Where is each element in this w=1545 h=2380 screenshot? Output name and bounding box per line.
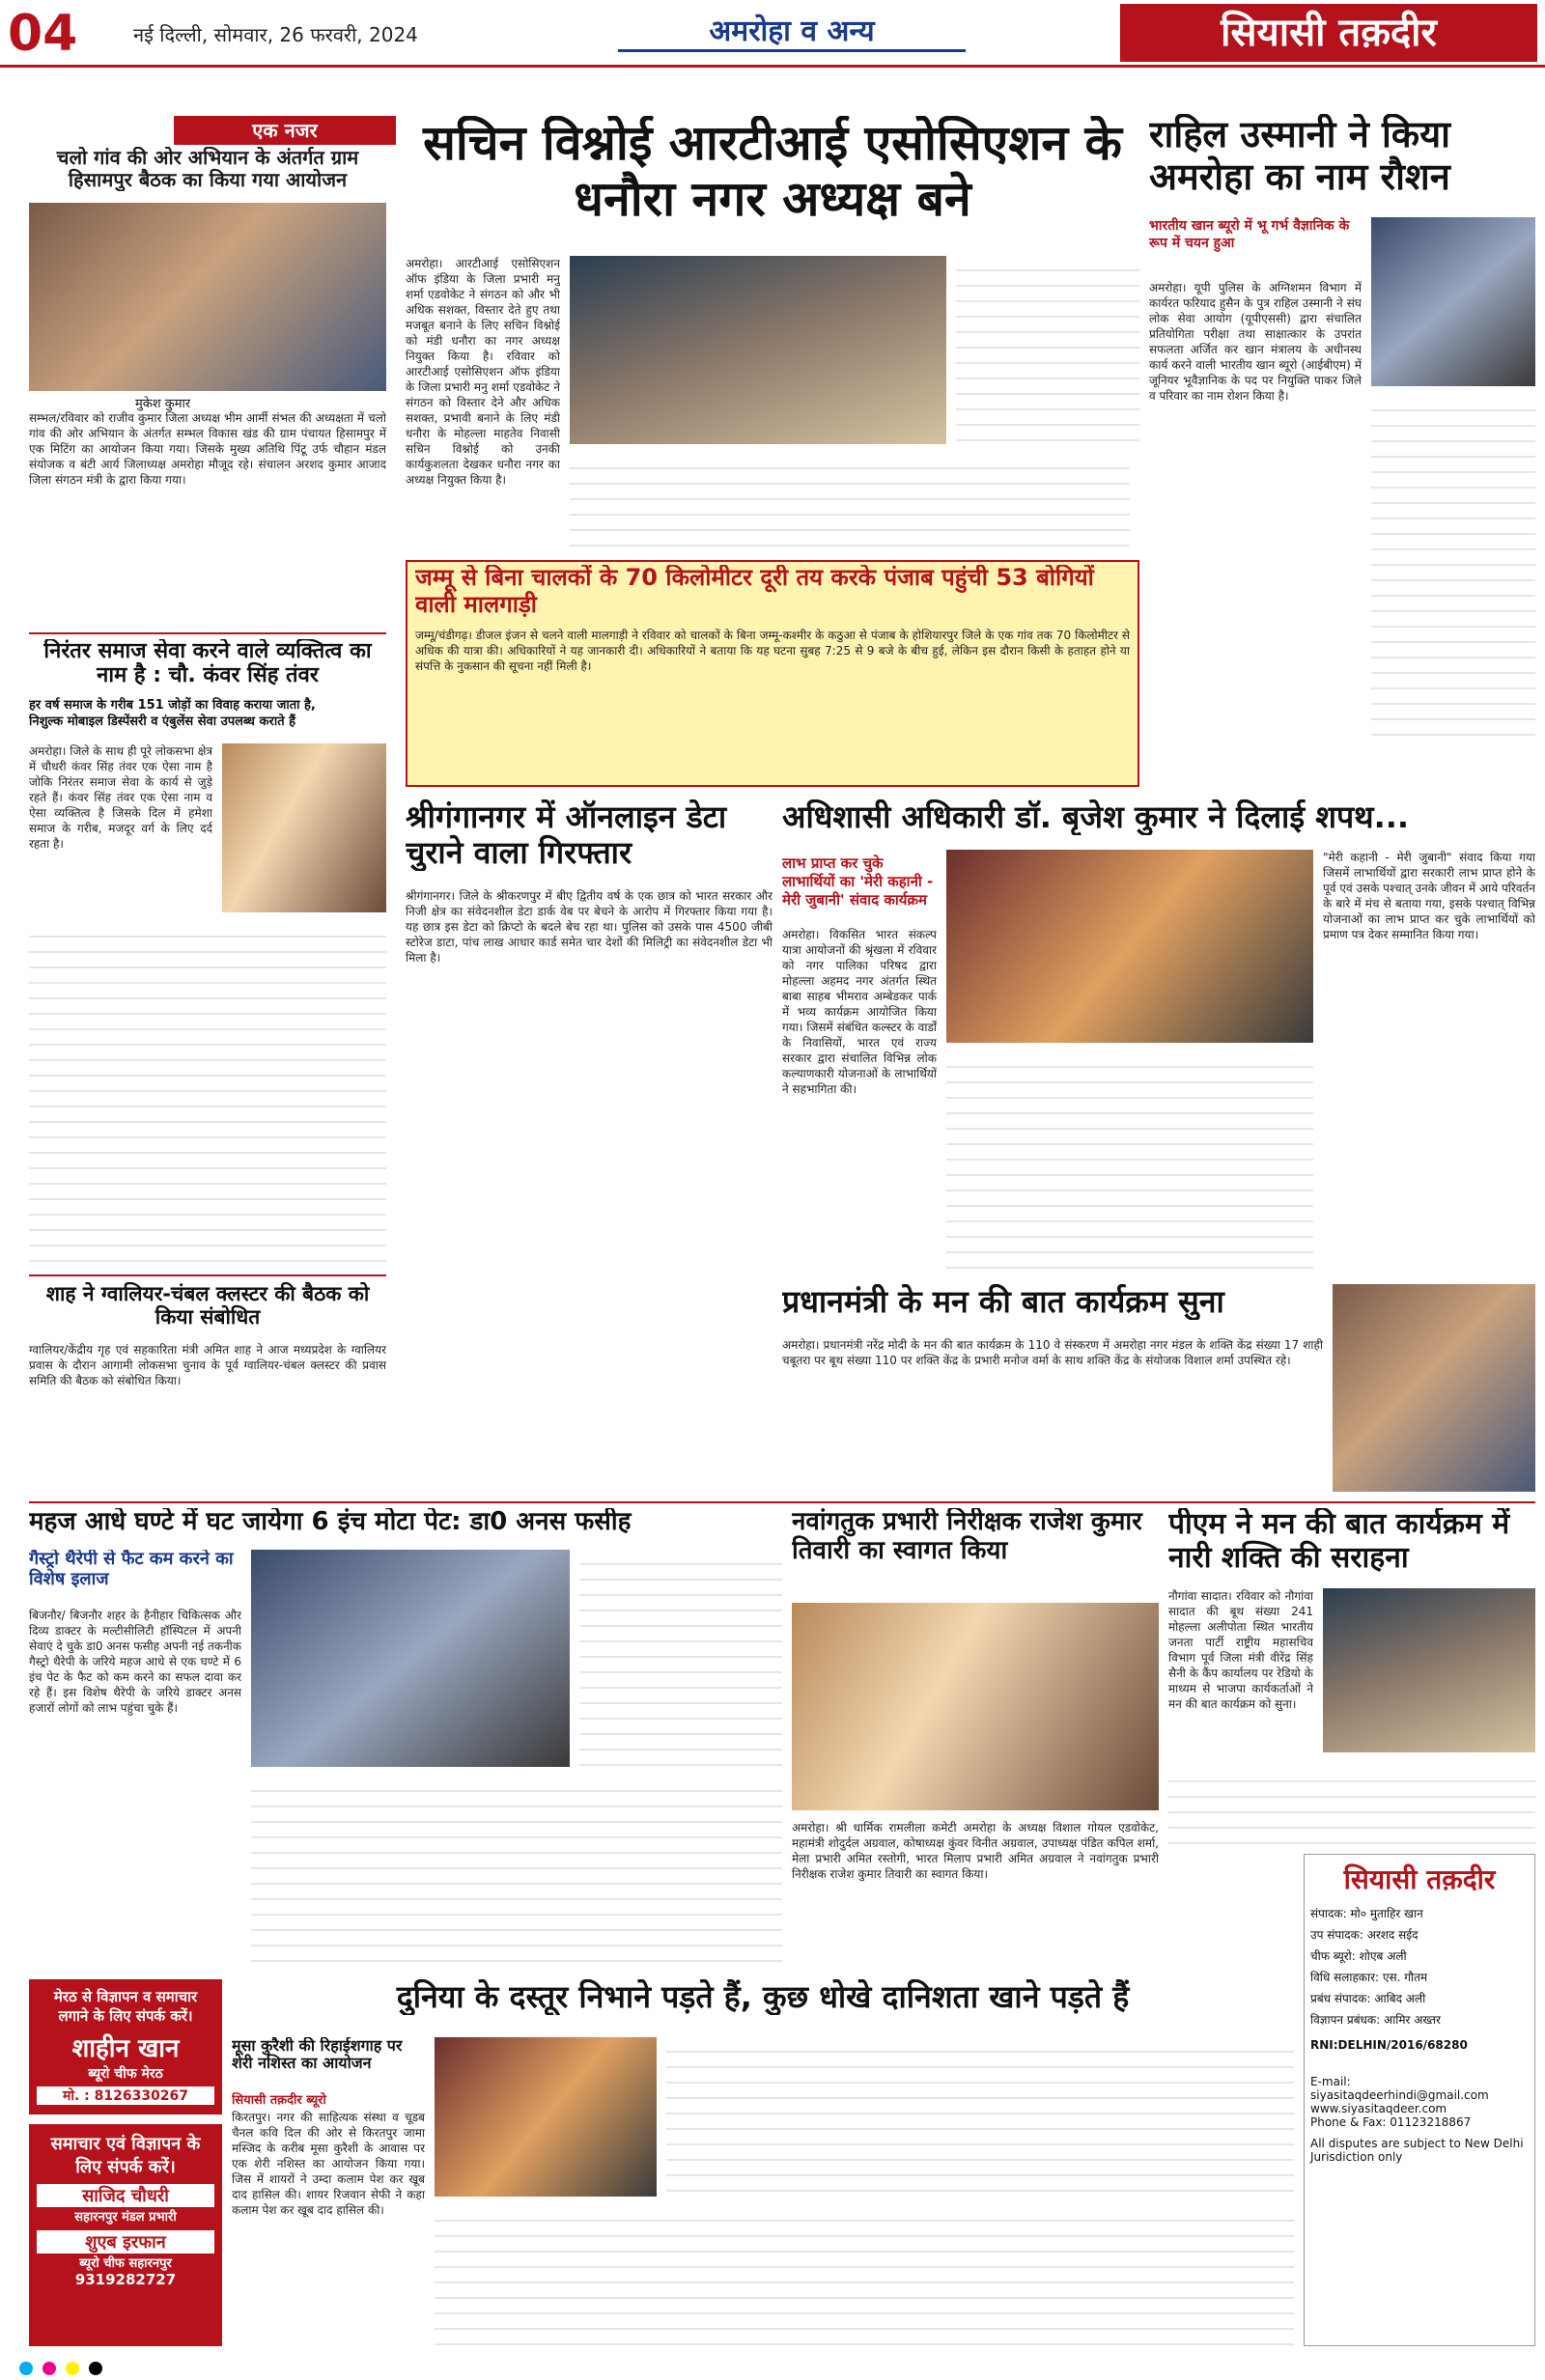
anas-headline: महज आधे घण्टे में घट जायेगा 6 इंच मोटा पेट: डा0 अनस फसीह <box>29 1508 632 1536</box>
story1-byline: मुकेश कुमार <box>135 397 191 411</box>
sriganga-body: श्रीगंगानगर। जिले के श्रीकरणपुर में बीए द्वितीय वर्ष के एक छात्र को भारत सरकार और निजी क्षेत्र का संवेदनशील डेटा डार्क वेब पर बेचने के आरोप में गिरफ्तार किया गया है। यह छात्र इस डेटा को क्रिप्टो के बदले बेच रहा था। पुलिस को उसके पास 4500 जीबी स्टोरेज डाटा, पांच लाख आधार कार्ड समेत चार देशों की मिलिट्री का संवेदनशील डेटा भी मिला है। <box>406 889 772 965</box>
imprint-rows <box>1310 1903 1529 2030</box>
nari-photo <box>1323 1588 1535 1752</box>
sajid-name: साजिद चौधरी <box>37 2184 214 2207</box>
imprint-row: संपादक: मो० मुताहिर खान <box>1310 1907 1423 1920</box>
adhishasi-body: अमरोहा। विकसित भारत संकल्प यात्रा आयोजनों की श्रृंखला में रविवार को नगर पालिका परिषद द्वारा मोहल्ला अहमद नगर अंतर्गत स्थित बाबा साहब भीमराव अम्बेडकर पार्क में भव्य कार्यक्रम आयोजित किया गया। जिसमें संबंधित कल्स्टर के वार्डों के निवासियों, भारत एवं राज्य सरकार द्वारा संचालित विभिन्न लोक कल्याणकारी योजनाओं के लाभार्थियों ने सहभागिता की। <box>782 928 937 1096</box>
saharanpur-ad-text: समाचार एवं विज्ञापन के लिए संपर्क करें। <box>50 2134 201 2177</box>
yellow-dot <box>66 2362 79 2375</box>
story2-photo <box>222 743 386 912</box>
nawagantuk-photo <box>792 1603 1159 1810</box>
brand-logo: सियासी तक़दीर <box>1120 4 1537 62</box>
ek-nazar-tag: एक नजर <box>174 116 396 145</box>
story2-body-continued <box>29 922 386 1270</box>
lead-headline: सचिन विश्नोई आरटीआई एसोसिएशन के धनौरा नगर अध्यक्ष बने <box>423 116 1122 227</box>
shuaib-phone: 9319282727 <box>74 2271 177 2288</box>
section-title: अमरोहा व अन्य <box>618 10 966 52</box>
imprint-row: प्रबंध संपादक: आबिद अली <box>1310 1992 1426 2005</box>
story2-bullets <box>29 697 386 730</box>
shuaib-role: ब्यूरो चीफ सहारनपुर <box>79 2256 172 2271</box>
adhishasi-subhead: लाभ प्राप्त कर चुके लाभार्थियों का 'मेरी कहानी - मेरी जुबानी' संवाद कार्यक्रम <box>782 854 934 909</box>
meerut-ad-phone: मो. : 8126330267 <box>37 2086 214 2105</box>
rahil-photo <box>1371 217 1535 386</box>
website-link[interactable]: www.siyasitaqdeer.com <box>1310 2102 1447 2115</box>
jurisdiction-note: All disputes are subject to New Delhi Jurisdiction only <box>1310 2137 1524 2164</box>
story1-body: सम्भल/रविवार को राजीव कुमार जिला अध्यक्ष भीम आर्मी संभल की अध्यक्षता में चलो गांव की ओर अभियान के अंतर्गत सम्भल विकास खंड की ग्राम पंचायत हिसामपुर में एक मिटिंग का आयोजन किया गया। जिसके मुख्य अतिथि पिंटू उर्फ चौहान मंडल संयोजक व बंटी आर्य जिलाध्यक्ष अमरोहा मौजूद रहे। संचालन अरशद कुमार आजाद जिला संगठन मंत्री के द्वारा किया गया। <box>29 411 386 487</box>
cyan-dot <box>19 2362 33 2375</box>
adhishasi-right: "मेरी कहानी - मेरी जुबानी" संवाद किया गया जिसमें लाभार्थियों द्वारा सरकारी लाभ प्राप्त होने के पूर्व एवं उसके पश्चात् उनके जीवन में आये परिवर्तन के बारे में मंच से बताया गया, इसके पश्चात् विभिन्न योजनाओं का लाभ प्राप्त कर चुके लाभार्थियों को प्रमाण पत्र देकर सम्मानित किया गया। <box>1323 851 1535 941</box>
meerut-ad-name: शाहीन खान <box>71 2034 180 2063</box>
anas-body-column <box>579 1550 782 1772</box>
duniya-body-continued <box>435 2206 1294 2346</box>
sriganga-headline: श्रीगंगानगर में ऑनलाइन डेटा चुराने वाला गिरफ्तार <box>406 799 727 871</box>
story2-body: अमरोहा। जिले के साथ ही पूरे लोकसभा क्षेत्र में चौधरी कंवर सिंह तंवर एक ऐसा नाम है जोकि निरंतर समाज सेवा के कार्य से जुड़े रहते हैं। कंवर सिंह तंवर एक ऐसा नाम व ऐसा व्यक्तित्व है जिसके दिल में हमेशा समाज के गरीब, मजदूर वर्ग के लिए दर्द रहता है। <box>29 744 212 851</box>
story2-headline: निरंतर समाज सेवा करने वाले व्यक्तित्व का नाम है : चौ. कंवर सिंह तंवर <box>43 639 372 688</box>
divider <box>29 1501 1535 1503</box>
lead-photo <box>570 256 946 444</box>
duniya-body: किरतपुर। नगर की साहित्यक संस्था व चूडब चैनल कवि दिल की ओर से किरतपुर जामा मस्जिद के करीब मूसा कुरैशी के आवास पर एक शेरी नशिस्त का आयोजन किया गया। जिस में शायरों ने उम्दा कलाम पेश कर खूब दाद हासिल की। शायर रिजवान सेफी ने कहा कलाम पेश कर खूब दाद हासिल की। <box>232 2111 425 2217</box>
nawagantuk-headline: नवांगतुक प्रभारी निरीक्षक राजेश कुमार तिवारी का स्वागत किया <box>792 1508 1142 1565</box>
story1-headline: चलो गांव की ओर अभियान के अंतर्गत ग्राम हिसामपुर बैठक का किया गया आयोजन <box>56 147 359 191</box>
imprint-box <box>1304 1854 1535 2346</box>
divider <box>29 632 386 634</box>
adhishasi-body-continued <box>946 1052 1313 1274</box>
rahil-subhead: भारतीय खान ब्यूरो में भू गर्भ वैज्ञानिक के रूप में चयन हुआ <box>1149 218 1350 251</box>
anas-body-continued <box>251 1777 782 1970</box>
rahil-body-continued <box>1371 396 1535 743</box>
duniya-subhead: मूसा कुरैशी की रिहाईशगाह पर शेरी नशिस्त का आयोजन <box>232 2037 403 2073</box>
jammu-headline: जम्मू से बिना चालकों के 70 किलोमीटर दूरी तय करके पंजाब पहुंची 53 बोगियों वाली मालगाड़ी <box>415 565 1094 618</box>
lead-body-column <box>956 256 1139 444</box>
adhishasi-photo <box>946 850 1313 1043</box>
print-color-strip <box>0 2356 1545 2380</box>
story2-bullet-1: हर वर्ष समाज के गरीब 151 जोड़ों का विवाह कराया जाता है, <box>29 698 316 713</box>
sajid-role: सहारनपुर मंडल प्रभारी <box>74 2210 177 2225</box>
black-dot <box>89 2362 102 2375</box>
imprint-row: उप संपादक: अरशद सईद <box>1310 1928 1419 1942</box>
mankibaat-headline: प्रधानमंत्री के मन की बात कार्यक्रम सुना <box>782 1284 1224 1320</box>
meerut-ad-text: मेरठ से विज्ञापन व समाचार लगाने के लिए संपर्क करें। <box>53 1988 198 2025</box>
duniya-headline: दुनिया के दस्तूर निभाने पड़ते हैं, कुछ धोखे दानिशता खाने पड़ते हैं <box>396 1979 1130 2015</box>
page-number: 04 <box>8 6 78 62</box>
adhishasi-headline: अधिशासी अधिकारी डॉ. बृजेश कुमार ने दिलाई शपथ... <box>782 799 1410 835</box>
imprint-row: चीफ ब्यूरो: शोएब अली <box>1310 1949 1407 1963</box>
story1-photo <box>29 203 386 391</box>
mankibaat-photo <box>1333 1284 1535 1492</box>
magenta-dot <box>42 2362 56 2375</box>
meerut-ad-role: ब्यूरो चीफ मेरठ <box>88 2066 163 2082</box>
saharanpur-ad <box>29 2124 222 2346</box>
duniya-byline: सियासी तक़दीर ब्यूरो <box>232 2093 326 2108</box>
rahil-headline: राहिल उस्मानी ने किया अमरोहा का नाम रौशन <box>1149 114 1450 198</box>
phone-fax: Phone & Fax: 01123218867 <box>1310 2115 1472 2129</box>
rahil-body: अमरोहा। यूपी पुलिस के अग्निशमन विभाग में कार्यरत फरियाद हुसैन के पुत्र राहिल उस्मानी ने संघ लोक सेवा आयोग (यूपीएससी) द्वारा संचालित प्रतियोगिता परीक्षा तथा साक्षात्कार के उपरांत सफलता अर्जित कर खान मंत्रालय के अधीनस्थ कार्य करने वाली भारतीय खान ब्यूरो (आईबीएम) में जूनियर भूवैज्ञानिक के पद पर नियुक्ति पाकर जिले व परिवार का नाम रोशन किया है। <box>1149 281 1362 403</box>
rni-number: RNI:DELHIN/2016/68280 <box>1310 2038 1468 2052</box>
anas-body: बिजनौर/ बिजनौर शहर के हैनीहार चिकित्सक और दिव्य डाक्टर के मल्टीसीलिटी हॉस्पिटल में अपनी सेवाएं दे चुके डा0 अनस फसीह अपनी नई तकनीक गैस्ट्रो थैरेपी के जरिये महज आधे से एक घण्टे में 6 इंच पेट के फैट को कम करने का सफल दावा कर रहे हैं। इस विशेष थैरेपी के जरिये डाक्टर अनस हजारों लोगों को लाभ पहुंचा चुके हैं। <box>29 1609 241 1715</box>
nari-headline: पीएम ने मन की बात कार्यक्रम में नारी शक्ति की सराहना <box>1168 1508 1510 1575</box>
imprint-title: सियासी तक़दीर <box>1343 1863 1496 1895</box>
anas-subhead: गैस्ट्रो थैरेपी से फैट कम करने का विशेष इलाज <box>29 1550 234 1589</box>
story3-headline: शाह ने ग्वालियर-चंबल क्लस्टर की बैठक को किया संबोधित <box>45 1282 370 1330</box>
email-address[interactable]: siyasitaqdeerhindi@gmail.com <box>1310 2088 1489 2102</box>
lead-body: अमरोहा। आरटीआई एसोसिएशन ऑफ इंडिया के जिला प्रभारी मनु शर्मा एडवोकेट ने संगठन को और भी अधिक सशक्त, विस्तार देते हुए तथा मजबूत बनाने के लिए सचिन विश्नोई को मंडी धनौरा का नगर अध्यक्ष नियुक्त किया है। रविवार को आरटीआई एसोसिएशन ऑफ इंडिया के जिला प्रभारी मनु शर्मा एडवोकेट ने संगठन को विस्तार देने और अधिक सशक्त, प्रभावी बनाने के लिए मंडी धनौरा के मोहल्ला माहतेव निवासी सचिन विश्नोई को उनकी कार्यकुशलता देखकर धनौरा नगर का अध्यक्ष नियुक्त किया है। <box>406 257 560 487</box>
duniya-body-columns <box>666 2037 1294 2197</box>
nawagantuk-body: अमरोहा। श्री धार्मिक रामलीला कमेटी अमरोहा के अध्यक्ष विशाल गोयल एडवोकेट, महामंत्री शोदुर्दल अग्रवाल, कोषाध्यक्ष कुंवर विनीत अग्रवाल, उपाध्यक्ष पंडित कपिल शर्मा, मेला प्रभारी अमित रस्तोगी, भारत मिलाप प्रभारी अमित अग्रवाल ने नवांगतुक प्रभारी निरीक्षक राजेश कुमार तिवारी का स्वागत किया। <box>792 1821 1159 1881</box>
email-label: E-mail: <box>1310 2075 1351 2088</box>
lead-body-continued <box>570 454 1130 550</box>
story3-body: ग्वालियर/केंद्रीय गृह एवं सहकारिता मंत्री अमित शाह ने आज मध्यप्रदेश के ग्वालियर प्रवास के दौरान आगामी लोकसभा चुनाव के पूर्व ग्वालियर-चंबल क्लस्टर की प्रवास समिति की बैठक को संबोधित किया। <box>29 1343 386 1387</box>
imprint-row: विज्ञापन प्रबंधक: आमिर अख्तर <box>1310 2013 1441 2027</box>
shuaib-name: शुएब इरफान <box>37 2230 214 2254</box>
jammu-body: जम्मू/चंडीगढ़। डीजल इंजन से चलने वाली मालगाड़ी ने रविवार को चालकों के बिना जम्मू-कश्मीर के कठुआ से पंजाब के होशियारपुर जिले के एक गांव तक 70 किलोमीटर से अधिक की यात्रा की। अधिकारियों ने यह जानकारी दी। अधिकारियों ने बताया कि यह घटना सुबह 7:25 से 9 बजे के बीच हुई, लेकिन इस दौरान किसी के हताहत होने या संपत्ति के नुकसान की सूचना नहीं मिली है। <box>415 629 1130 673</box>
dateline: नई दिल्ली, सोमवार, 26 फरवरी, 2024 <box>133 23 418 46</box>
mankibaat-body: अमरोहा। प्रधानमंत्री नरेंद्र मोदी के मन की बात कार्यक्रम के 110 वे संस्करण में अमरोहा नगर मंडल के शक्ति केंद्र संख्या 17 शाही चबूतरा पर बूथ संख्या 110 पर शक्ति केंद्र के प्रभारी मनोज वर्मा के साथ शक्ति केंद्र के संयोजक विशाल शर्मा उपस्थित रहे। <box>782 1338 1323 1367</box>
divider <box>29 1274 386 1276</box>
anas-photo <box>251 1550 570 1767</box>
story2-bullet-2: निशुल्क मोबाइल डिस्पेंसरी व एंबुलेंस सेवा उपलब्ध कराते हैं <box>29 714 296 729</box>
duniya-photo <box>435 2037 657 2197</box>
imprint-row: विधि सलाहकार: एस. गौतम <box>1310 1971 1428 1984</box>
meerut-ad <box>29 1979 222 2114</box>
nari-body-continued <box>1168 1767 1535 1844</box>
nari-body: नौगांवा सादात। रविवार को नौगांवा सादात की बूथ संख्या 241 मोहल्ला अलीपोता स्थित भारतीय जनता पार्टी राष्ट्रीय महासचिव विभाग पूर्व जिला मंत्री वीरेंद्र सिंह सैनी के कैंप कार्यालय पर रेडियो के माध्यम से भाजपा कार्यकर्ताओं ने मन की बात कार्यक्रम को सुना। <box>1168 1589 1313 1711</box>
